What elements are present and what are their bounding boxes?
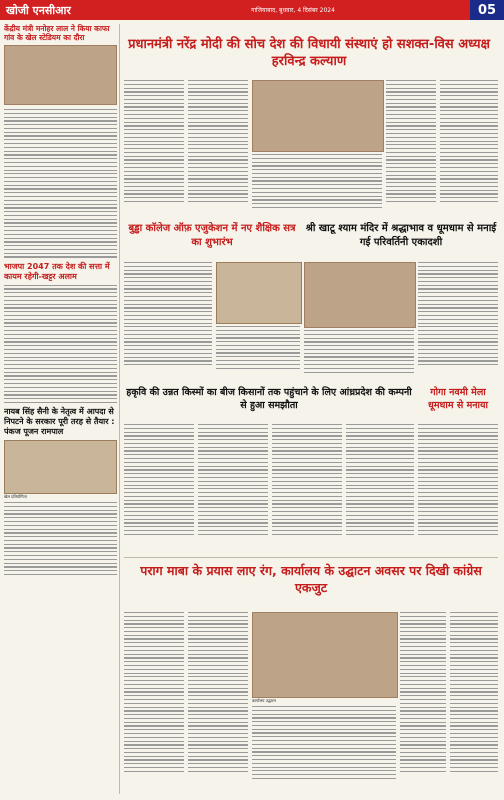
low-body-col5 — [418, 424, 498, 554]
mid-body-col3 — [304, 330, 414, 380]
left-story3-photo — [4, 440, 117, 494]
left-story3-body — [4, 502, 117, 575]
main-body-col5 — [440, 80, 498, 220]
main-body-col1 — [124, 80, 184, 220]
bottom-body-col1 — [124, 612, 184, 794]
bottom-headline: पराग माबा के प्रयास लाए रंग, कार्यालय के उद्घाटन अवसर पर दिखी कांग्रेस एकजुट — [140, 563, 482, 595]
main-story-photo — [252, 80, 384, 152]
left-story1-body — [4, 109, 117, 258]
low-body-col2 — [198, 424, 268, 554]
left-photo-caption: खेल प्रतियोगिता — [4, 494, 27, 500]
bottom-body-col5 — [450, 612, 498, 794]
left-story3-headline: नायब सिंह सैनी के नेतृत्व में आपदा से निपटने के सरकार पूरी तरह से तैयार : पंकज पूजन रामपाल — [4, 407, 115, 437]
main-body-col2 — [188, 80, 248, 220]
bottom-headline-block — [124, 562, 498, 606]
left-story2-body — [4, 285, 117, 403]
bottom-body-col4 — [400, 612, 446, 794]
mid-left-headline: बुड्ढा कॉलेज ऑफ़ एजुकेशन में नए शैक्षिक सत्र का शुभारंभ — [128, 223, 296, 248]
page-number: 05 — [470, 0, 504, 20]
low-body-col3 — [272, 424, 342, 554]
low-body-col4 — [346, 424, 414, 554]
main-body-col4 — [386, 80, 436, 220]
bottom-photo-caption: कार्यालय उद्घाटन — [252, 698, 276, 703]
mid-right-headline: श्री खाटू श्याम मंदिर में श्रद्धाभाव व धूमधाम से मनाई गई परिवर्तिनी एकादशी — [305, 223, 497, 248]
low-right-headline-block — [418, 386, 498, 420]
main-headline-block — [124, 36, 494, 76]
bottom-photo — [252, 612, 398, 698]
brand-name: खोजी एनसीआर — [6, 3, 71, 17]
low-body-col1 — [124, 424, 194, 554]
masthead — [0, 0, 504, 20]
mid-body-col2 — [216, 326, 300, 380]
low-headline-block — [124, 386, 414, 420]
mid-right-photo — [304, 262, 416, 328]
low-right-headline: गोगा नवमी मेला धूमधाम से मनाया — [428, 387, 488, 411]
bottom-body-col3 — [252, 706, 396, 794]
mid-body-col1 — [124, 262, 212, 380]
low-headline: हकृवि की उन्नत किस्मों का बीज किसानों तक पहुंचाने के लिए आंध्रप्रदेश की कम्पनी से हुआ समझौता — [126, 387, 412, 411]
main-body-col3 — [252, 154, 382, 220]
mid-left-photo — [216, 262, 302, 324]
date-line: गाजियाबाद, बुधवार, 4 दिसंबर 2024 — [251, 7, 335, 14]
left-column — [4, 24, 117, 794]
left-story1-photo — [4, 45, 117, 105]
mid-left-headline-block — [124, 222, 300, 258]
mid-right-headline-block — [304, 222, 498, 258]
mid-body-col4 — [418, 262, 498, 380]
left-story1-headline: केंद्रीय मंत्री मनोहर लाल ने किया काफा गांव के खेल स्टेडियम का दौरा — [4, 24, 110, 42]
main-headline: प्रधानमंत्री नरेंद्र मोदी की सोच देश की विधायी संस्थाएं हो सशक्त-विस अध्यक्ष हरविन्द्र कल्याण — [128, 37, 490, 69]
bottom-body-col2 — [188, 612, 248, 794]
left-story2-headline: भाजपा 2047 तक देश की सत्ता में कायम रहेगी-खट्टर अलाम — [4, 261, 110, 281]
